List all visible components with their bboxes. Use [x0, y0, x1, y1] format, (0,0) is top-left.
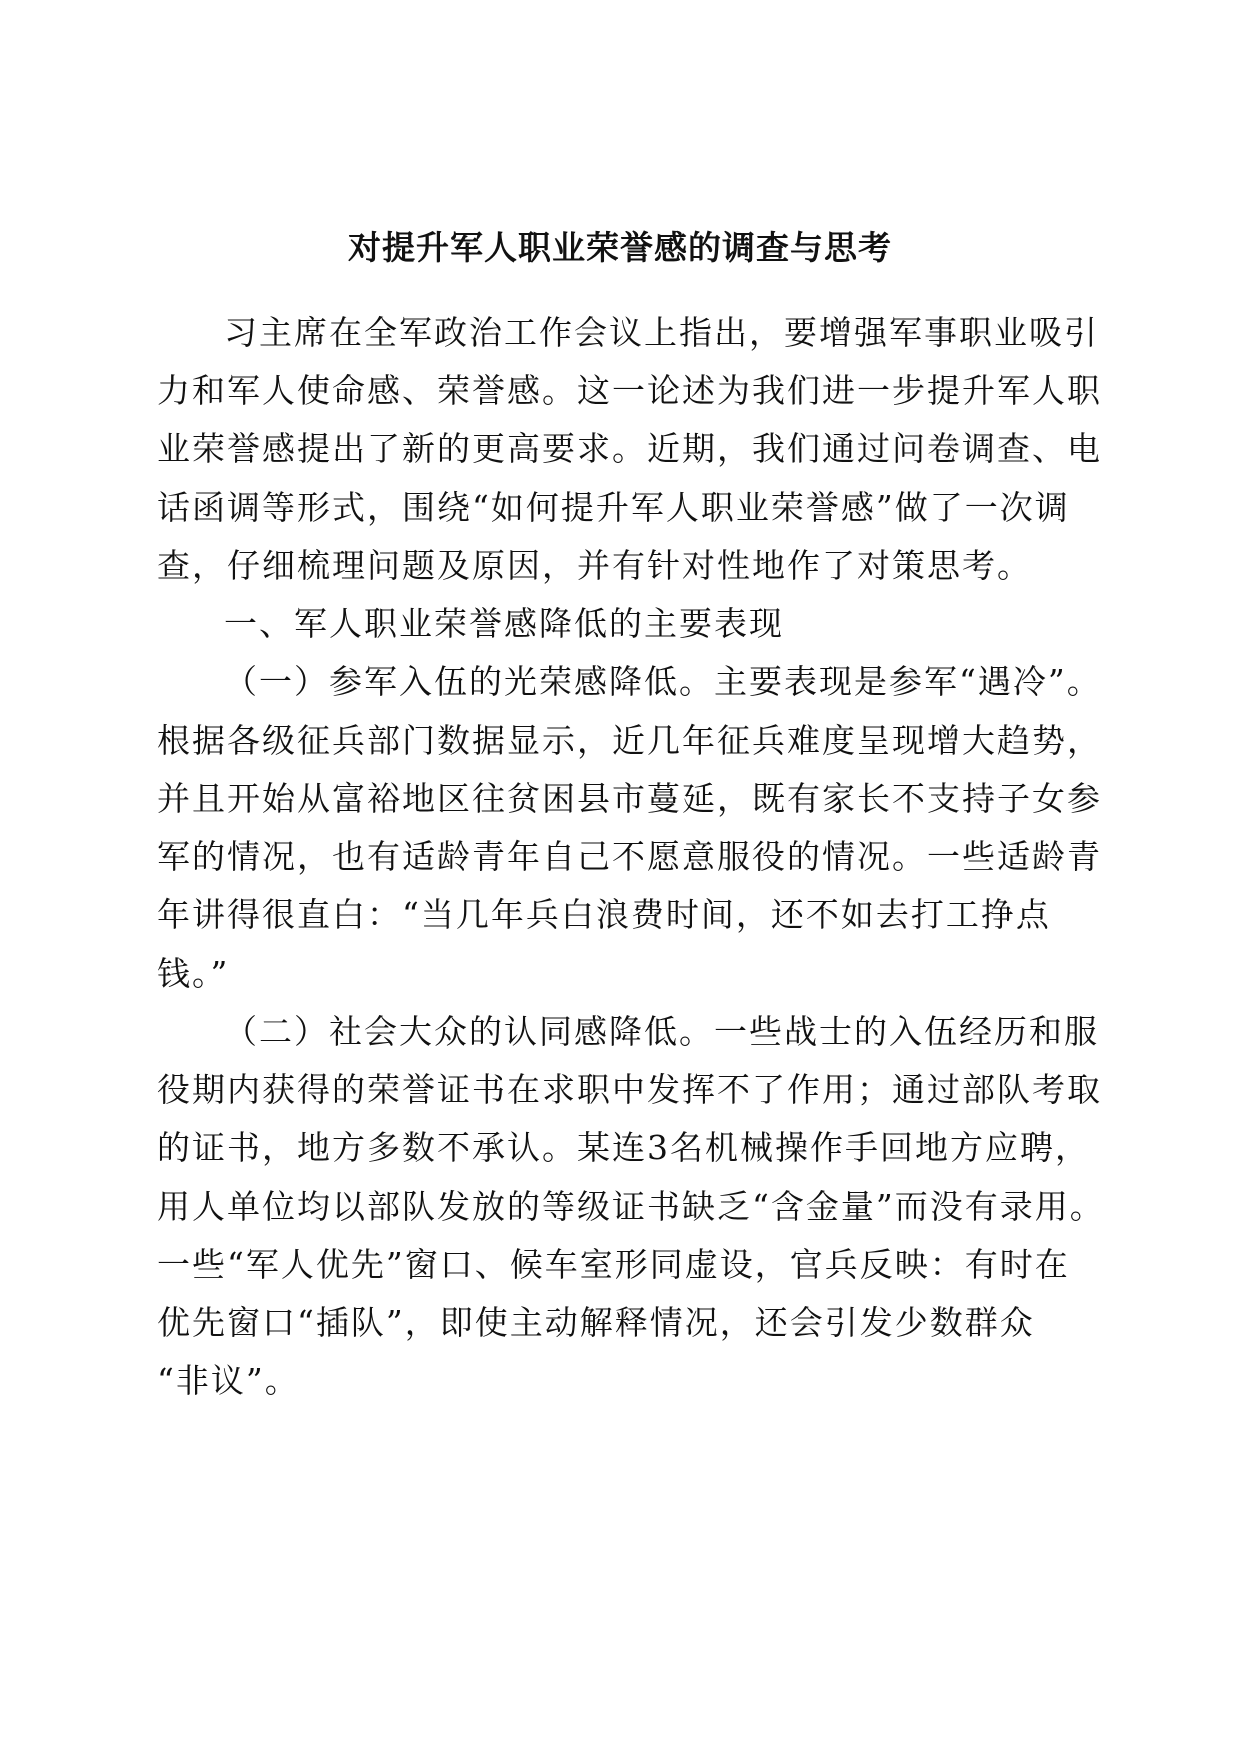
paragraph-line: （一）参军入伍的光荣感降低。主要表现是参军“遇冷”。: [224, 662, 1102, 701]
paragraph-line: 并且开始从富裕地区往贫困县市蔓延，既有家长不支持子女参: [157, 779, 1102, 818]
document-title: 对提升军人职业荣誉感的调查与思考: [348, 228, 892, 267]
paragraph-line: 话函调等形式，围绕“如何提升军人职业荣誉感”做了一次调: [157, 488, 1070, 527]
paragraph-line: 军的情况，也有适龄青年自己不愿意服役的情况。一些适龄青: [157, 837, 1102, 876]
paragraph-line: 役期内获得的荣誉证书在求职中发挥不了作用；通过部队考取: [157, 1070, 1102, 1109]
section-heading: 一、军人职业荣誉感降低的主要表现: [224, 604, 784, 643]
paragraph-line: 习主席在全军政治工作会议上指出，要增强军事职业吸引: [224, 313, 1099, 352]
paragraph-line: 业荣誉感提出了新的更高要求。近期，我们通过问卷调查、电: [157, 429, 1102, 468]
paragraph-line: 优先窗口“插队”，即使主动解释情况，还会引发少数群众: [157, 1303, 1035, 1342]
paragraph-line: 力和军人使命感、荣誉感。这一论述为我们进一步提升军人职: [157, 371, 1102, 410]
paragraph-line: “非议”。: [157, 1361, 300, 1400]
paragraph-line: 一些“军人优先”窗口、候车室形同虚设，官兵反映：有时在: [157, 1245, 1070, 1284]
paragraph-line: 根据各级征兵部门数据显示，近几年征兵难度呈现增大趋势，: [157, 721, 1102, 760]
paragraph-line: 查，仔细梳理问题及原因，并有针对性地作了对策思考。: [157, 546, 1032, 585]
paragraph-line: （二）社会大众的认同感降低。一些战士的入伍经历和服: [224, 1012, 1099, 1051]
paragraph-line: 的证书，地方多数不承认。某连3名机械操作手回地方应聘，: [157, 1128, 1090, 1167]
paragraph-line: 钱。”: [157, 954, 230, 993]
paragraph-line: 用人单位均以部队发放的等级证书缺乏“含金量”而没有录用。: [157, 1187, 1105, 1226]
paragraph-line: 年讲得很直白：“当几年兵白浪费时间，还不如去打工挣点: [157, 895, 1051, 934]
